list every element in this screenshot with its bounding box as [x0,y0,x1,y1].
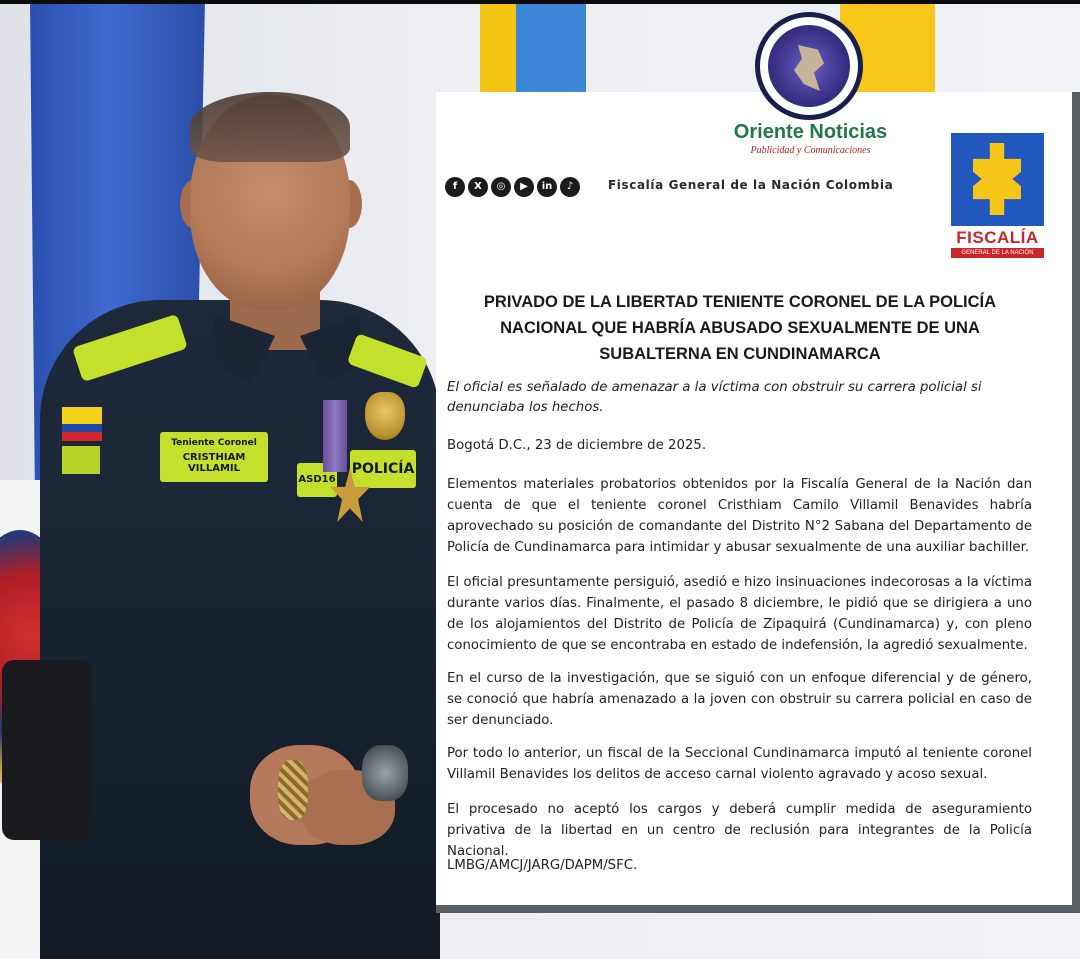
qr-patch [62,446,100,474]
tiktok-icon[interactable]: ♪ [560,177,580,197]
holster [2,660,92,840]
linkedin-icon[interactable]: in [537,177,557,197]
dateline: Bogotá D.C., 23 de diciembre de 2025. [447,438,707,453]
body-paragraph: Elementos materiales probatorios obtenidos por la Fiscalía General de la Nación dan cuenta de que el teniente coronel Cristhiam Camilo Villamil Benavides habría aprovechado su posición de comandante del Distrito N°2 Sabana del Departamento de Policía de Cundinamarca para intimidar y abusar sexualmente de una auxiliar bachiller. [447,477,1032,555]
top-border [0,0,1080,4]
hair [190,92,350,162]
officer-figure [0,0,440,959]
signature-initials: LMBG/AMCJ/JARG/DAPM/SFC. [447,858,638,873]
headline-line: SUBALTERNA EN CUNDINAMARCA [599,345,881,363]
document-border-right [1072,92,1080,912]
brand-name: Oriente Noticias [733,121,888,143]
body-paragraph: El procesado no aceptó los cargos y deberá cumplir medida de aseguramiento privativa de la libertad en un centro de reclusión para integrantes de la Policía Nacional. [447,802,1032,859]
lead-paragraph: El oficial es señalado de amenazar a la víctima con obstruir su carrera policial si denunciaba los hechos. [447,380,982,415]
youtube-icon[interactable]: ▶ [514,177,534,197]
uniform-police-tag: POLICÍA [350,450,416,488]
instagram-icon[interactable]: ◎ [491,177,511,197]
colombia-flag-yellow [480,0,518,92]
x-icon[interactable]: X [468,177,488,197]
name-tag-text: CRISTHIAM VILLAMIL [182,452,246,474]
watch-icon [362,745,408,801]
org-name: Fiscalía General de la Nación Colombia [608,178,894,192]
body-paragraph: El oficial presuntamente persiguió, asedió e hizo insinuaciones indecorosas a la víctima durante varios días. Finalmente, el pasado 8 diciembre, le pidió que se dirigiera a uno de los alojamientos del Distrito de Policía de Zipaquirá (Cundinamarca) y, con pleno conocimiento de que se encontraba en estado de indefensión, la agredió sexualmente. [447,575,1032,653]
bracelet [278,760,308,820]
puzzle-piece-icon [973,143,1021,215]
headline-line: PRIVADO DE LA LIBERTAD TENIENTE CORONEL DE LA POLICÍA [483,293,997,311]
social-icons [445,177,580,197]
rank-tag-text: Teniente Coronel [171,438,257,448]
police-badge-icon [365,392,405,440]
oriente-noticias-logo [755,12,863,120]
body-paragraph: Por todo lo anterior, un fiscal de la Seccional Cundinamarca imputó al teniente coronel Villamil Benavides los delitos de acceso carnal violento agravado y acoso sexual. [447,746,1032,782]
headline [460,289,1020,367]
uniform-name-tag [160,432,268,482]
medal-ribbon [323,400,347,472]
fiscalia-logo-title: FISCALÍA [956,228,1039,247]
fiscalia-logo [951,133,1044,226]
brand-tagline: Publicidad y Comunicaciones [750,145,871,156]
uniform-id-tag: ASD16 [297,463,337,497]
colombia-flag-blue [516,0,586,92]
facebook-icon[interactable]: f [445,177,465,197]
document-border-bottom [436,905,1080,913]
headline-line: NACIONAL QUE HABRÍA ABUSADO SEXUALMENTE DE UNA [500,319,980,337]
fiscalia-logo-subtitle: GENERAL DE LA NACIÓN [951,248,1044,258]
body-paragraph: En el curso de la investigación, que se siguió con un enfoque diferencial y de género, se conoció que habría amenazado a la joven con obstruir su carrera policial en caso de ser denunciado. [447,671,1032,728]
colombia-flag-patch [62,407,102,441]
